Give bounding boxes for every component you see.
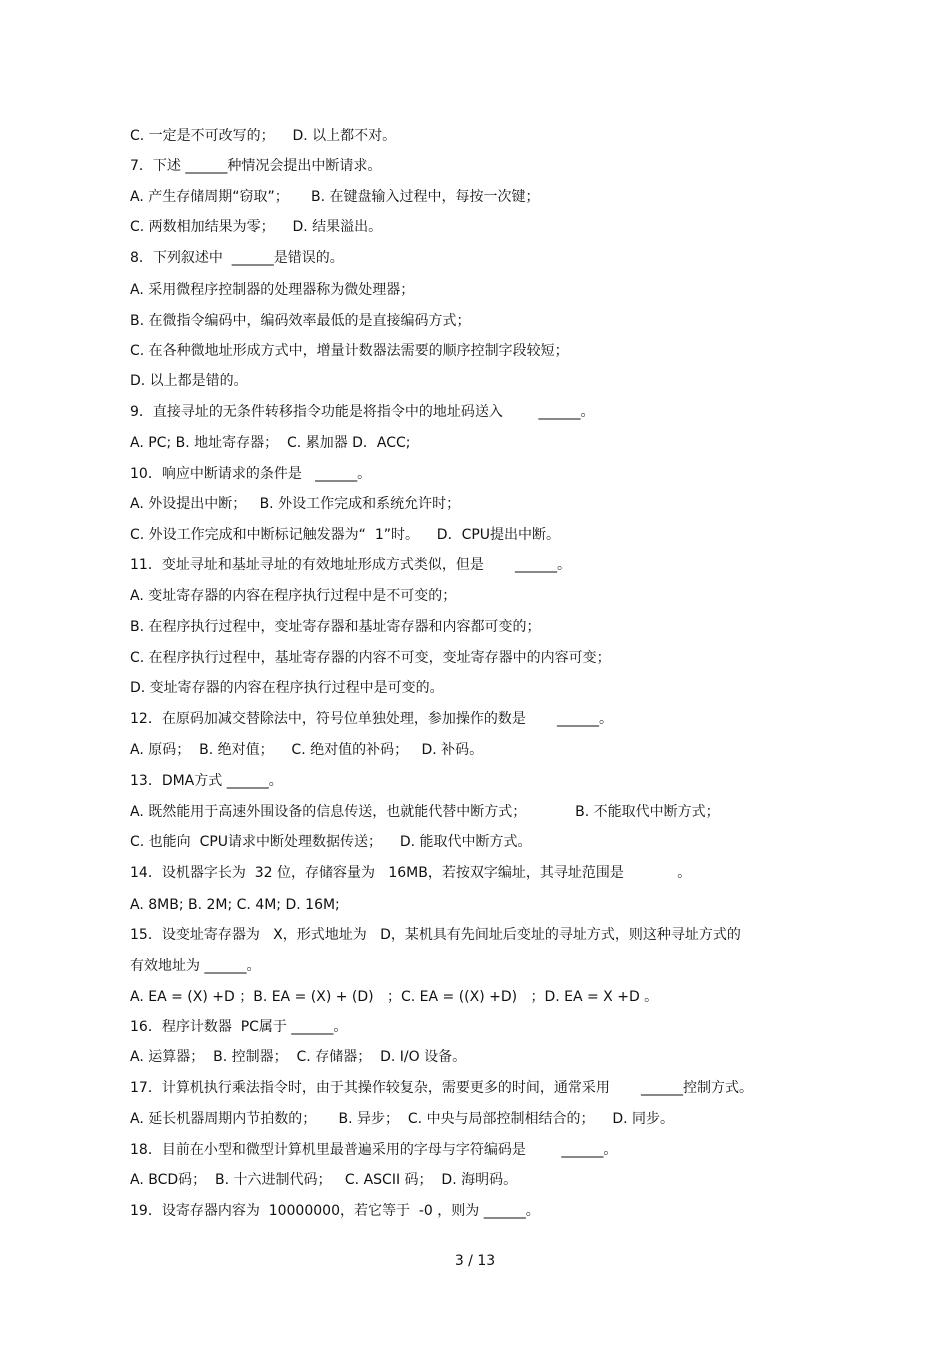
text-line: 13．DMA方式 ______。 bbox=[130, 773, 283, 789]
text-line: A. EA = (X) +D ；B. EA = (X) + (D) ；C. EA = ((X) +D) ；D. EA = X +D 。 bbox=[130, 989, 659, 1005]
text-line: B. 在程序执行过程中，变址寄存器和基址寄存器和内容都可变的； bbox=[130, 619, 541, 635]
text-line: A. PC; B. 地址寄存器； C. 累加器 D．ACC; bbox=[130, 435, 411, 451]
text-line: A. 运算器； B. 控制器； C. 存储器； D. I/O 设备。 bbox=[130, 1049, 467, 1065]
text-line: 17．计算机执行乘法指令时，由于其操作较复杂，需要更多的时间，通常采用 ______控制方式。 bbox=[130, 1080, 753, 1096]
text-line: D. 变址寄存器的内容在程序执行过程中是可变的。 bbox=[130, 680, 444, 696]
text-line: B. 在微指令编码中，编码效率最低的是直接编码方式； bbox=[130, 313, 471, 329]
text-line: C. 一定是不可改写的； D. 以上都不对。 bbox=[130, 128, 397, 144]
text-line: A. 变址寄存器的内容在程序执行过程中是不可变的； bbox=[130, 588, 457, 604]
text-line: C. 两数相加结果为零； D. 结果溢出。 bbox=[130, 219, 383, 235]
text-line: 9．直接寻址的无条件转移指令功能是将指令中的地址码送入 ______。 bbox=[130, 404, 595, 420]
text-line: C. 在程序执行过程中，基址寄存器的内容不可变，变址寄存器中的内容可变； bbox=[130, 650, 611, 666]
text-line: 15．设变址寄存器为 X，形式地址为 D，某机具有先间址后变址的寻址方式，则这种寻址方式的 bbox=[130, 927, 741, 943]
text-line: 有效地址为 ______。 bbox=[130, 958, 261, 974]
text-line: A. 采用微程序控制器的处理器称为微处理器； bbox=[130, 282, 415, 298]
text-line: 8．下列叙述中 ______是错误的。 bbox=[130, 250, 344, 266]
text-line: 10．响应中断请求的条件是 ______。 bbox=[130, 466, 372, 482]
text-line: 11．变址寻址和基址寻址的有效地址形成方式类似，但是 ______。 bbox=[130, 557, 571, 573]
text-line: A. 既然能用于高速外围设备的信息传送，也就能代替中断方式； B. 不能取代中断方式； bbox=[130, 804, 720, 820]
text-line: C. 也能向 CPU请求中断处理数据传送； D. 能取代中断方式。 bbox=[130, 834, 532, 850]
text-line: 7．下述 ______种情况会提出中断请求。 bbox=[130, 158, 382, 174]
text-line: A. BCD码； B. 十六进制代码； C. ASCII 码； D. 海明码。 bbox=[130, 1172, 518, 1188]
text-line: A. 产生存储周期“窃取”； B. 在键盘输入过程中，每按一次键； bbox=[130, 189, 540, 205]
text-line: 18．目前在小型和微型计算机里最普遍采用的字母与字符编码是 ______。 bbox=[130, 1142, 618, 1158]
text-line: A. 原码； B. 绝对值； C. 绝对值的补码； D. 补码。 bbox=[130, 742, 484, 758]
page-number: 3 / 13 bbox=[454, 1253, 496, 1269]
text-line: C. 在各种微地址形成方式中，增量计数器法需要的顺序控制字段较短； bbox=[130, 343, 569, 359]
text-line: 12．在原码加减交替除法中，符号位单独处理，参加操作的数是 ______。 bbox=[130, 711, 613, 727]
text-line: C. 外设工作完成和中断标记触发器为“ 1”时。 D．CPU提出中断。 bbox=[130, 527, 561, 543]
text-line: 16．程序计数器 PC属于 ______。 bbox=[130, 1019, 348, 1035]
text-line: A. 8MB; B. 2M; C. 4M; D. 16M; bbox=[130, 897, 340, 913]
text-line: 14．设机器字长为 32 位，存储容量为 16MB，若按双字编址，其寻址范围是 。 bbox=[130, 865, 692, 881]
text-line: 19．设寄存器内容为 10000000，若它等于 -0 ，则为 ______。 bbox=[130, 1203, 540, 1219]
text-line: A. 延长机器周期内节拍数的； B. 异步； C. 中央与局部控制相结合的； D. 同步。 bbox=[130, 1111, 675, 1127]
text-line: A. 外设提出中断； B. 外设工作完成和系统允许时； bbox=[130, 496, 461, 512]
text-line: D. 以上都是错的。 bbox=[130, 373, 248, 389]
